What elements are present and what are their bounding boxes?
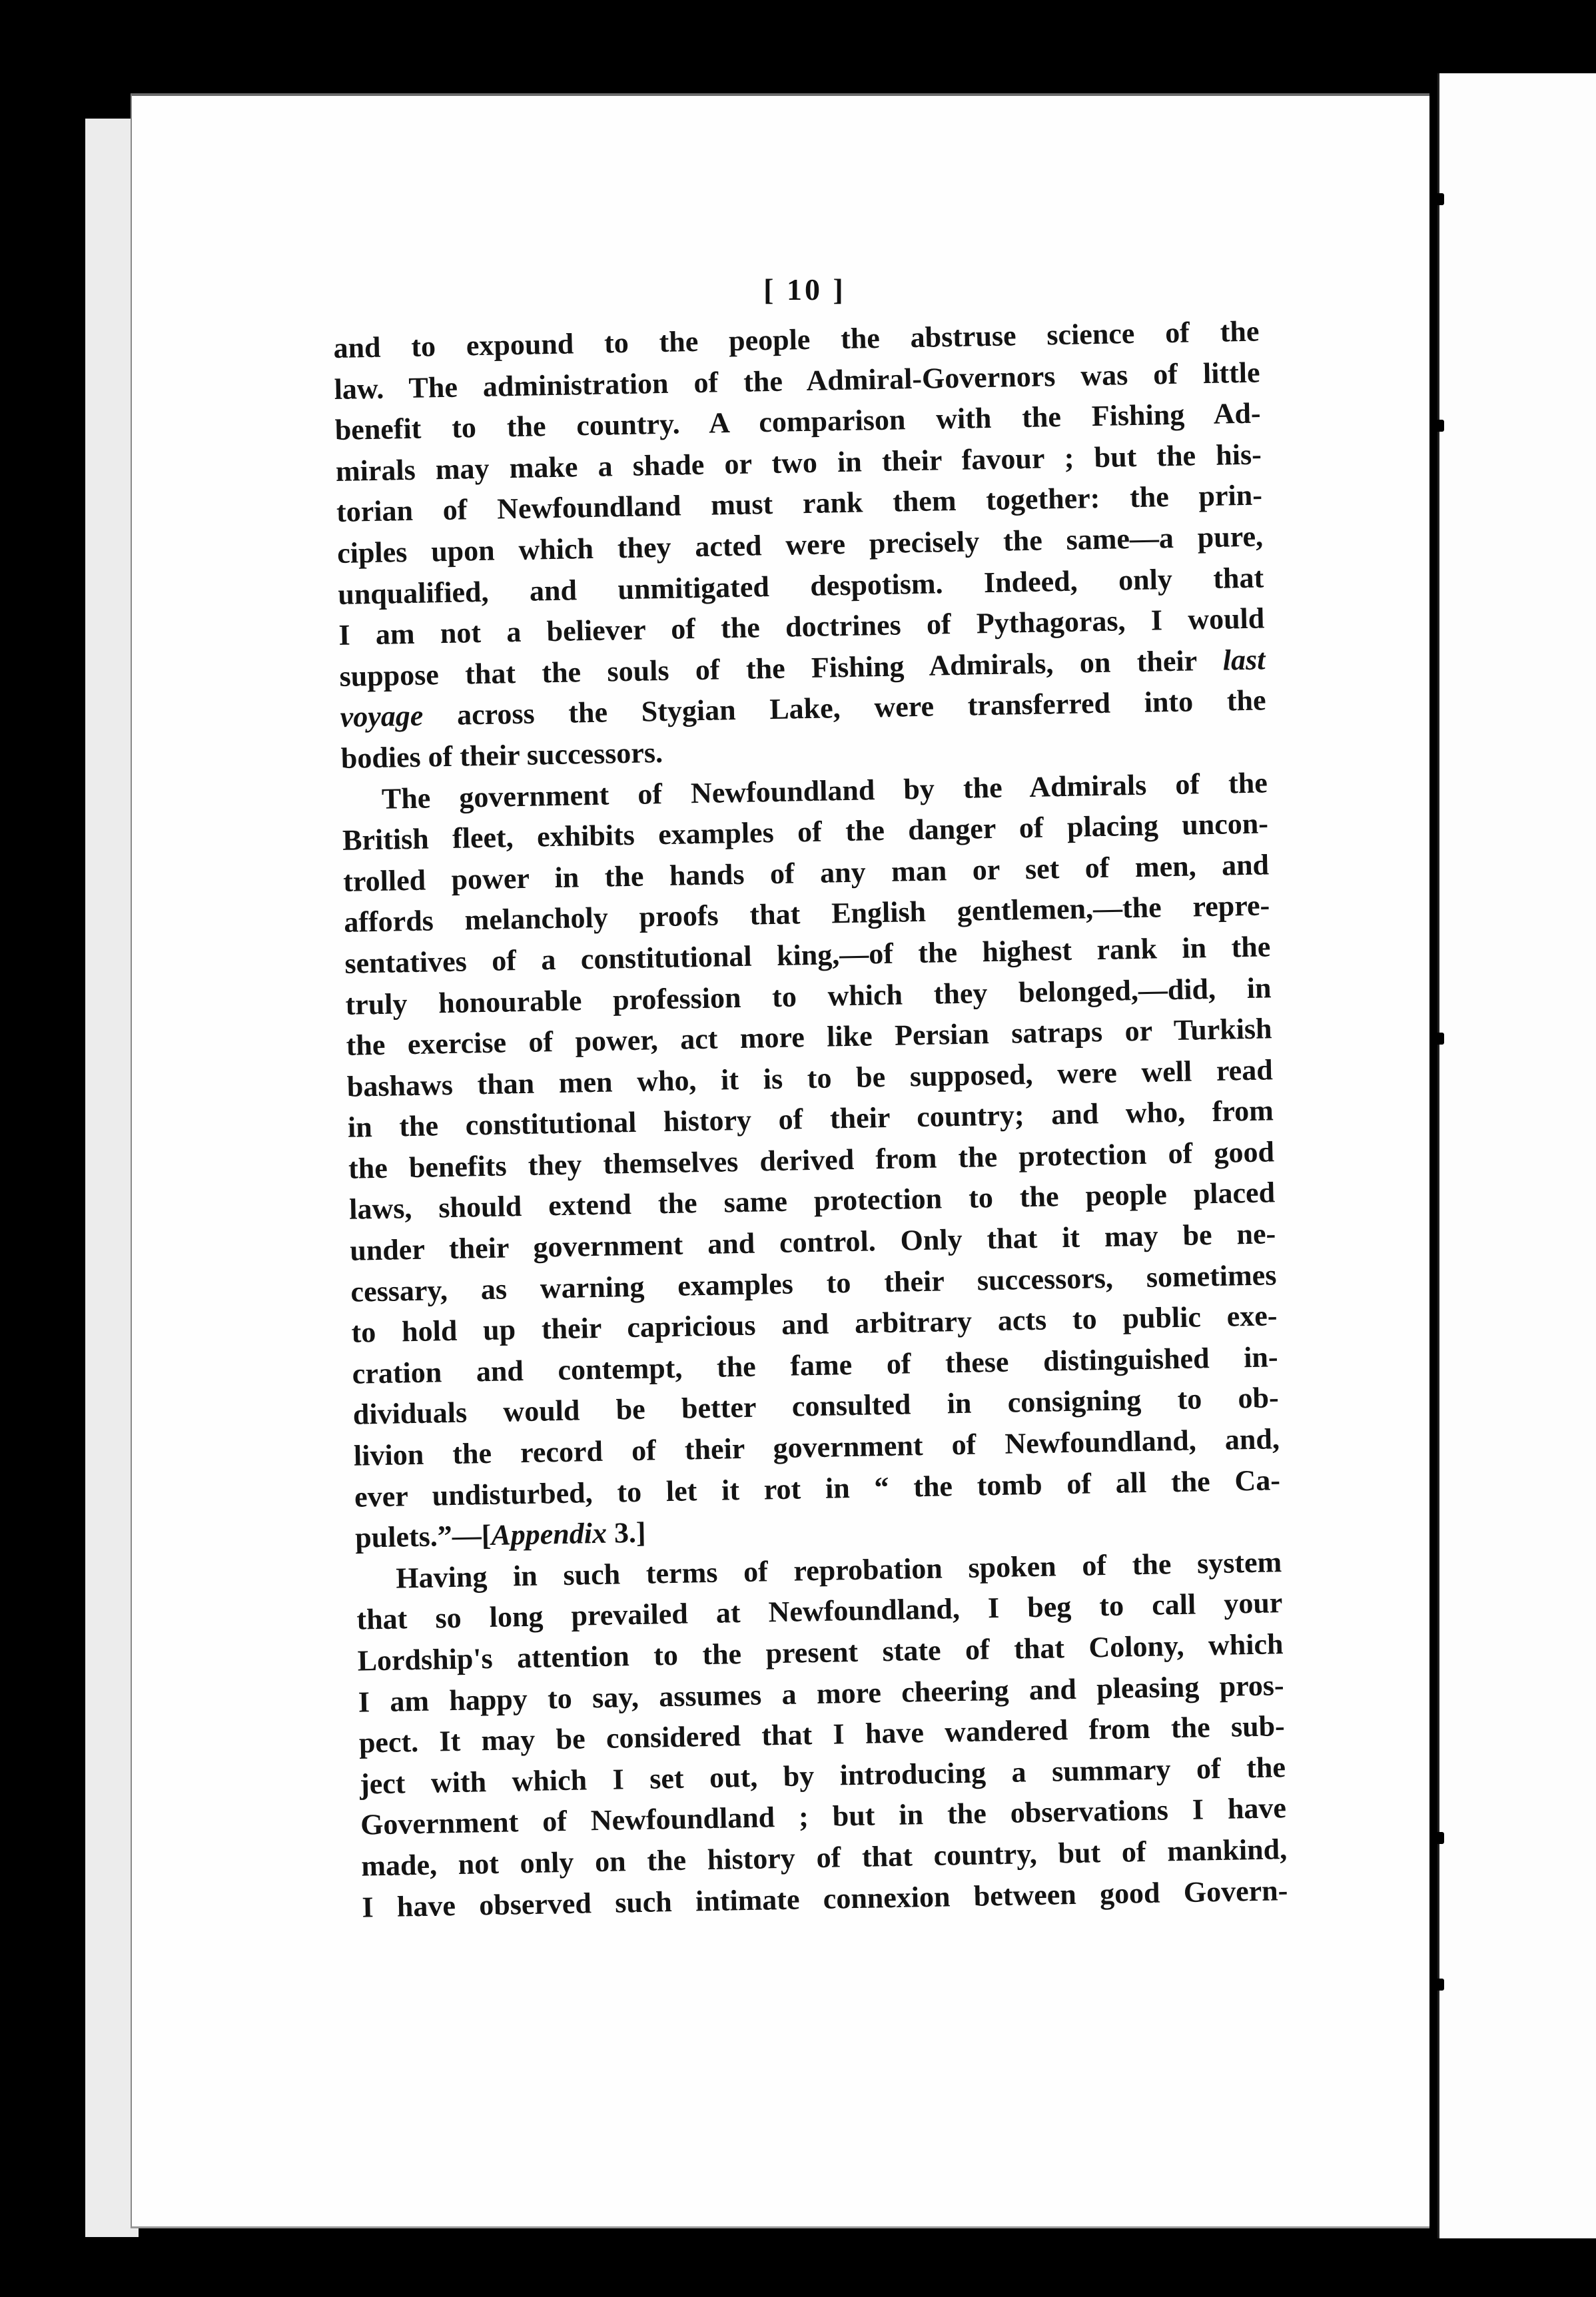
text-line: unqualified, and unmitigated despotism. Indeed, only that [337,561,1264,611]
text-line: affords melancholy proofs that English gentlemen,—the repre- [343,889,1270,939]
text-line: law. The administration of the Admiral-Governors was of little [334,356,1260,406]
text-line: that so long prevailed at Newfoundland, I beg to call your [356,1586,1283,1637]
text-line: the benefits they themselves derived from the protection of good [348,1135,1275,1185]
italic-phrase: voyage [340,699,424,734]
text-line: The government of Newfoundland by the Admirals of the [381,765,1268,815]
text-line: torian of Newfoundland must rank them together: the prin- [336,478,1263,529]
text-line: ject with which I set out, by introducing a summary of the [359,1750,1286,1801]
text-line: ever undisturbed, to let it rot in “ the tomb of all the Ca- [354,1463,1281,1514]
paragraph [333,311,1267,779]
text-line: bodies of their successors. [340,735,663,775]
text-line: livion the record of their government of Newfoundland, and, [353,1422,1280,1472]
text-line: cessary, as warning examples to their successors, sometimes [350,1258,1277,1308]
text-line: cration and contempt, the fame of these distinguished in- [352,1340,1278,1390]
binding-thread-mark [1435,193,1444,205]
binding-thread-mark [1435,420,1444,432]
text-line: and to expound to the people the abstruse science of the [333,314,1260,364]
text-line: bashaws than men who, it is to be supposed, were well read [346,1053,1274,1103]
text-line: truly honourable profession to which they belonged,—did, in [345,971,1272,1021]
text-line: I am not a believer of the doctrines of Pythagoras, I would [338,602,1265,652]
text-line: trolled power in the hands of any man or set of men, and [342,848,1270,898]
text-line: voyage across the Stygian Lake, were transferred into the [340,684,1266,734]
text-line: dividuals would be better consulted in consigning to ob- [352,1381,1280,1432]
text-line: sentatives of a constitutional king,—of the highest rank in the [344,930,1271,980]
scan-speck [927,4,931,11]
text-line: benefit to the country. A comparison with the Fishing Ad- [334,396,1262,447]
text-line: under their government and control. Only that it may be ne- [349,1217,1276,1267]
text-line: Having in such terms of reprobation spoken of the system [395,1546,1282,1595]
text-line: made, not only on the history of that country, but of mankind, [360,1833,1288,1883]
facing-page-edge [1437,73,1596,2238]
text-line: ciples upon which they acted were precisely the same—a pure, [336,520,1264,570]
text-line: I am happy to say, assumes a more cheering and pleasing pros- [358,1668,1285,1719]
binding-thread-mark [1435,1979,1444,1991]
text-line: Lordship's attention to the present state of that Colony, which [357,1627,1284,1677]
text-line: British fleet, exhibits examples of the danger of placing uncon- [342,807,1269,857]
text-line: the exercise of power, act more like Persian satraps or Turkish [346,1012,1272,1062]
text-line: in the constitutional history of their country; and who, from [347,1094,1274,1145]
text-line: to hold up their capricious and arbitrary acts to public exe- [351,1299,1278,1349]
page-number: [ 10 ] [763,272,846,306]
text-line: suppose that the souls of the Fishing Admirals, on their last [339,643,1266,693]
text-line: mirals may make a shade or two in their favour ; but the his- [335,438,1262,488]
italic-phrase: Appendix [490,1516,607,1552]
body-text [333,311,1288,1928]
text-line: pulets.”—[Appendix 3.] [354,1516,647,1554]
text-line: pect. It may be considered that I have wandered from the sub- [358,1709,1286,1759]
paragraph [356,1542,1288,1928]
scan-speck [100,12,107,24]
binding-thread-mark [1435,1832,1444,1844]
text-line: I have observed such intimate connexion between good Govern- [362,1873,1288,1924]
text-line: Government of Newfoundland ; but in the observations I have [360,1791,1287,1841]
italic-phrase: last [1222,643,1266,677]
binding-thread-mark [1435,1033,1444,1045]
paragraph [341,762,1281,1559]
text-line: laws, should extend the same protection to the people placed [348,1176,1276,1226]
